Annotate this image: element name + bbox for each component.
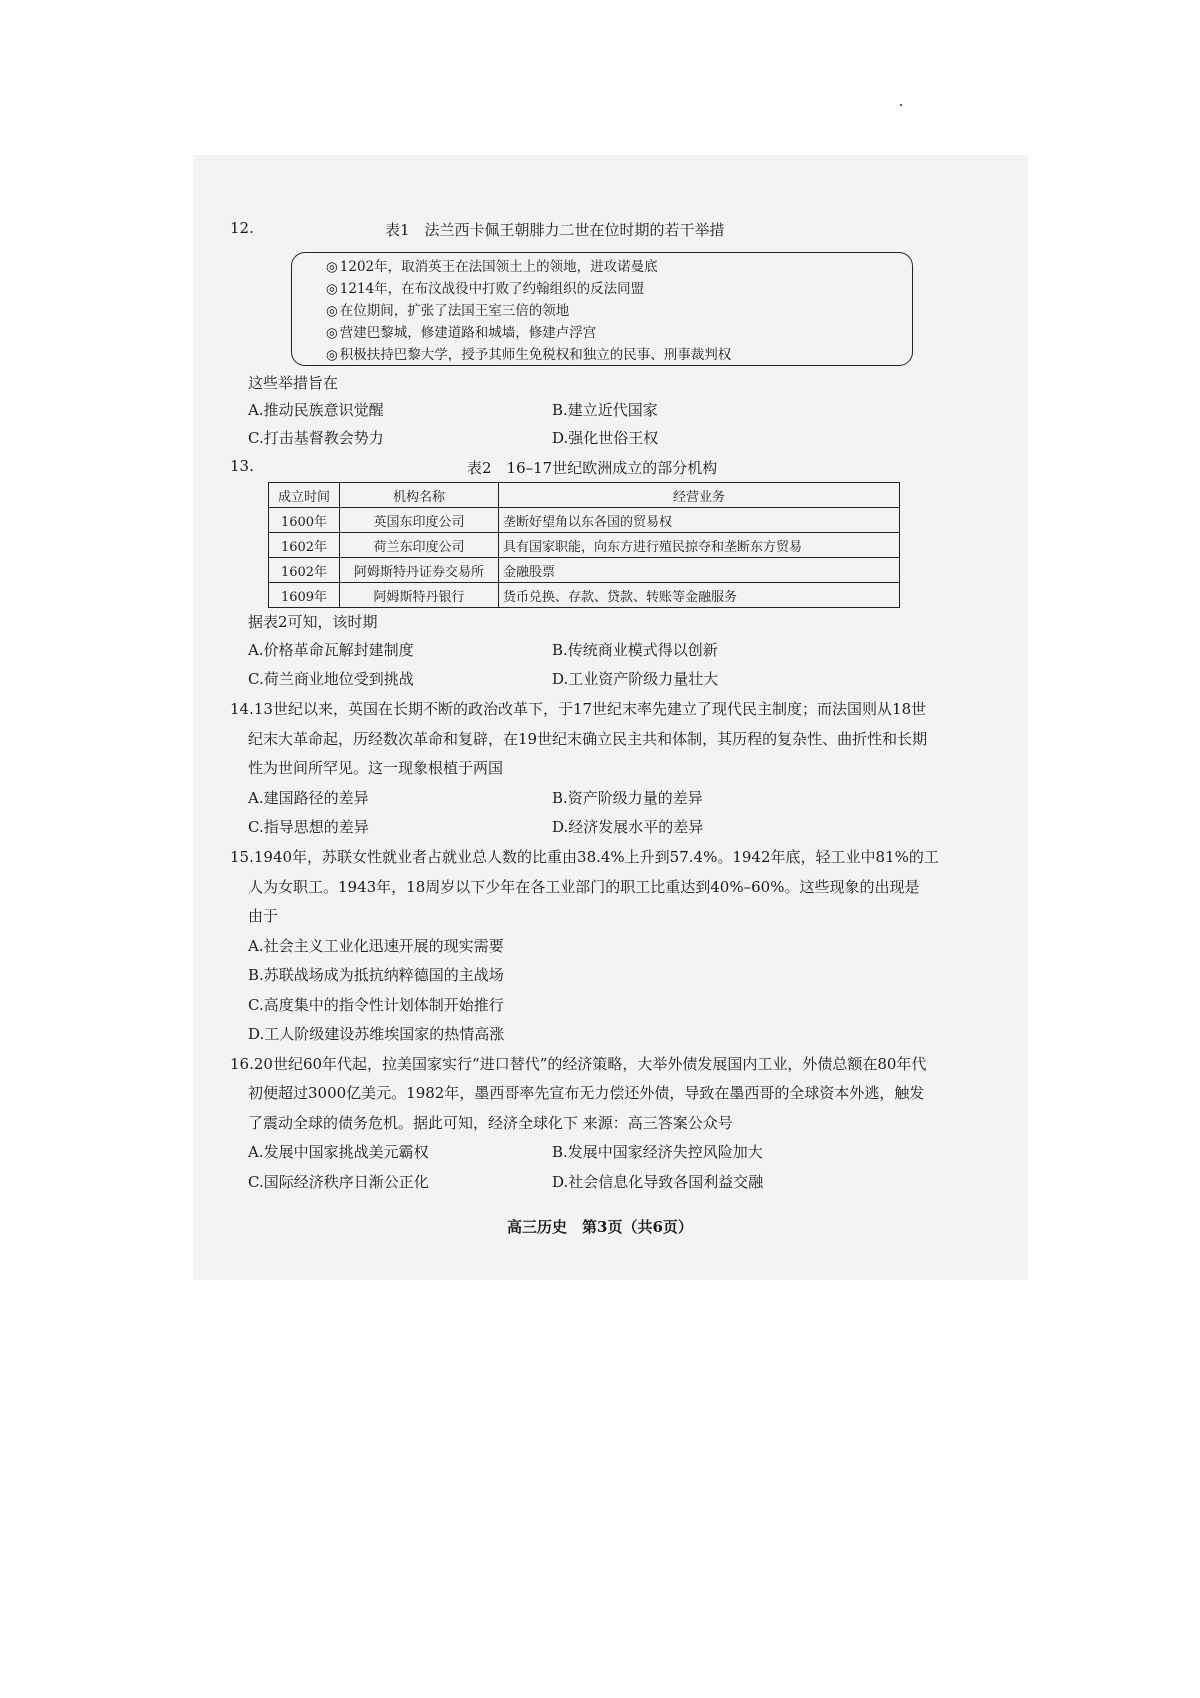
q13-institutions-table	[268, 482, 900, 608]
q16-option-d: D.社会信息化导致各国利益交融	[552, 1173, 764, 1191]
q13-option-d: D.工业资产阶级力量壮大	[552, 670, 719, 688]
table-cell: 具有国家职能，向东方进行殖民掠夺和垄断东方贸易	[499, 533, 900, 558]
q13-option-b: B.传统商业模式得以创新	[552, 641, 718, 659]
q14-option-b: B.资产阶级力量的差异	[552, 789, 703, 807]
q12-option-d: D.强化世俗王权	[552, 429, 659, 447]
q13-stem: 据表2可知，该时期	[248, 613, 378, 631]
table-cell: 1600年	[269, 508, 340, 533]
q13-option-c: C.荷兰商业地位受到挑战	[248, 670, 414, 688]
q16-option-b: B.发展中国家经济失控风险加大	[552, 1143, 763, 1161]
table-cell: 1602年	[269, 533, 340, 558]
q14-option-d: D.经济发展水平的差异	[552, 818, 704, 836]
q15-stem-line: 人为女职工。1943年，18周岁以下少年在各工业部门的职工比重达到40%–60%。这些现象的出现是	[248, 878, 920, 896]
table-header-row	[269, 483, 900, 508]
q12-option-b: B.建立近代国家	[552, 401, 658, 419]
table-cell: 阿姆斯特丹银行	[340, 583, 499, 608]
q16-option-a: A.发展中国家挑战美元霸权	[248, 1143, 429, 1161]
table-cell: 1609年	[269, 583, 340, 608]
q13-table-caption: 表2 16–17世纪欧洲成立的部分机构	[467, 459, 718, 477]
table-row	[269, 533, 900, 558]
q16-option-c: C.国际经济秩序日渐公正化	[248, 1173, 429, 1191]
q15-option-b: B.苏联战场成为抵抗纳粹德国的主战场	[248, 966, 504, 984]
q13-number: 13.	[230, 457, 254, 475]
q12-measure: ◎ 1214年，在布汶战役中打败了约翰组织的反法同盟	[326, 278, 912, 300]
table-header-cell: 成立时间	[269, 483, 340, 508]
q14-option-a: A.建国路径的差异	[248, 789, 369, 807]
q12-number: 12.	[230, 219, 254, 237]
q12-measure: ◎ 积极扶持巴黎大学，授予其师生免税权和独立的民事、刑事裁判权	[326, 344, 912, 366]
table-header-cell: 经营业务	[499, 483, 900, 508]
q16-stem-line: 初便超过3000亿美元。1982年，墨西哥率先宣布无力偿还外债，导致在墨西哥的全球资本外逃，触发	[248, 1084, 925, 1102]
q12-measures-box	[291, 252, 913, 366]
q12-table-caption: 表1 法兰西卡佩王朝腓力二世在位时期的若干举措	[385, 221, 725, 239]
q12-measure: ◎ 在位期间，扩张了法国王室三倍的领地	[326, 300, 912, 322]
table-cell: 货币兑换、存款、贷款、转账等金融服务	[499, 583, 900, 608]
table-header-cell: 机构名称	[340, 483, 499, 508]
q13-option-a: A.价格革命瓦解封建制度	[248, 641, 414, 659]
table-cell: 英国东印度公司	[340, 508, 499, 533]
q15-option-c: C.高度集中的指令性计划体制开始推行	[248, 996, 504, 1014]
scan-speck	[900, 104, 902, 106]
q12-measure: ◎ 1202年，取消英王在法国领土上的领地，进攻诺曼底	[326, 256, 912, 278]
q15-stem-line: 15.1940年，苏联女性就业者占就业总人数的比重由38.4%上升到57.4%。1942年底，轻工业中81%的工	[230, 848, 939, 866]
table-cell: 垄断好望角以东各国的贸易权	[499, 508, 900, 533]
q15-option-a: A.社会主义工业化迅速开展的现实需要	[248, 937, 504, 955]
table-row	[269, 558, 900, 583]
q15-option-d: D.工人阶级建设苏维埃国家的热情高涨	[248, 1025, 505, 1043]
q16-stem-line: 16.20世纪60年代起，拉美国家实行“进口替代”的经济策略，大举外债发展国内工业，外债总额在80年代	[230, 1055, 927, 1073]
q14-stem-line: 性为世间所罕见。这一现象根植于两国	[248, 759, 504, 777]
page-footer: 高三历史 第3页（共6页）	[507, 1218, 693, 1236]
table-cell: 金融股票	[499, 558, 900, 583]
table-row	[269, 508, 900, 533]
q12-measure: ◎ 营建巴黎城，修建道路和城墙，修建卢浮宫	[326, 322, 912, 344]
table-cell: 荷兰东印度公司	[340, 533, 499, 558]
table-cell: 1602年	[269, 558, 340, 583]
q14-option-c: C.指导思想的差异	[248, 818, 369, 836]
q15-stem-line: 由于	[248, 907, 279, 925]
q16-stem-line: 了震动全球的债务危机。据此可知，经济全球化下 来源：高三答案公众号	[248, 1114, 733, 1132]
q12-option-a: A.推动民族意识觉醒	[248, 401, 384, 419]
q14-stem-line: 14.13世纪以来，英国在长期不断的政治改革下，于17世纪末率先建立了现代民主制度；而法国则从18世	[230, 700, 927, 718]
q12-stem: 这些举措旨在	[248, 374, 339, 392]
table-row	[269, 583, 900, 608]
q14-stem-line: 纪末大革命起，历经数次革命和复辟，在19世纪末确立民主共和体制，其历程的复杂性、曲折性和长期	[248, 730, 928, 748]
table-cell: 阿姆斯特丹证券交易所	[340, 558, 499, 583]
q12-option-c: C.打击基督教会势力	[248, 429, 384, 447]
